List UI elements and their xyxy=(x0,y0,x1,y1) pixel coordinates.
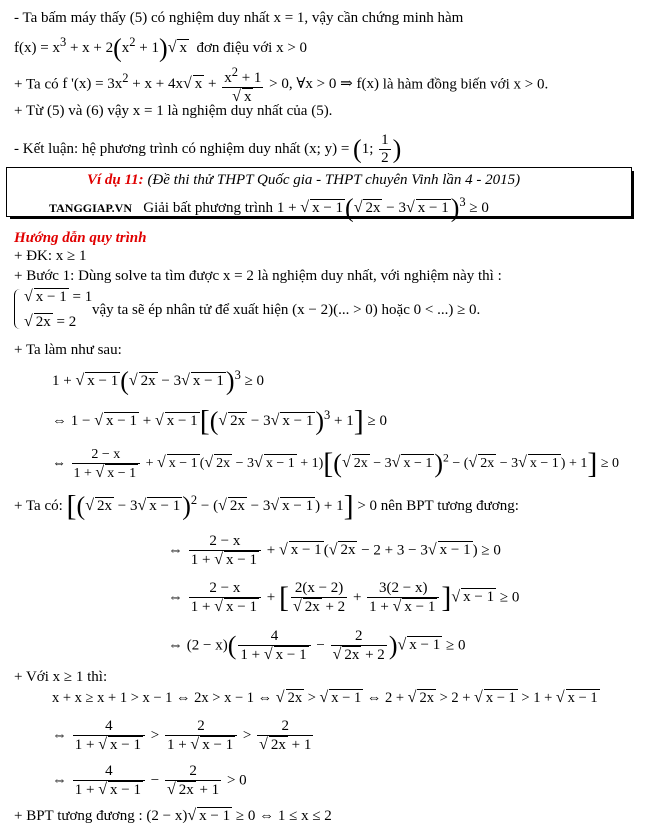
with-condition: + Với x ≥ 1 thì: xyxy=(14,669,108,685)
inequality-render: 1 + √ x − 1(√ 2x − 3√ x − 1)$^3$ ≥ 0 xyxy=(276,193,489,223)
increasing-text: là hàm đồng biến với x > 0. xyxy=(382,76,549,93)
system-eq-2: √ 2x = 2 xyxy=(24,313,77,330)
taco-expr-render: [(√ 2x − 3√ x − 1)$^2$ − (√ 2x − 3√ x − 1 ) + 1] > 0 xyxy=(66,489,378,523)
equation-2: ⇔ 1 − √ x − 1 + √ x − 1[(√ 2x − 3√ x − 1)$^3$ + 1] ≥ 0 xyxy=(52,404,387,438)
step-1-text: + Bước 1: Dùng solve ta tìm được x = 2 là nghiệm duy nhất, với nghiệm này thì : xyxy=(14,268,502,284)
equation-5: ⇔ $\frac{2 - x}{1 + √ x - 1}$ + [ $\frac{2(x - 2)}{√ 2x + 2}$ + $\frac{3(2 - x)}{1 + √ x - 1}$ ]√ x − 1 ≥ 0 xyxy=(168,580,520,615)
example-box xyxy=(6,167,632,223)
task-text: Giải bất phương trình xyxy=(143,200,274,216)
text-line-3 xyxy=(14,64,548,106)
system-brace xyxy=(14,289,23,329)
equation-1: 1 + √ x − 1(√ 2x − 3√ x − 1)$^3$ ≥ 0 xyxy=(52,366,265,396)
text-line-2 xyxy=(14,32,308,63)
system-tail-text: vậy ta sẽ ép nhân tử để xuất hiện (x − 2)(... > 0) hoặc 0 < ...) ≥ 0. xyxy=(92,302,481,318)
solution-render: (x; y) = (1; $\frac{1}{2}$ ) xyxy=(304,132,402,166)
example-source: (Đề thi thử THPT Quốc gia - THPT chuyên Vinh lần 4 - 2015) xyxy=(147,172,521,188)
chain-1: x + x ≥ x + 1 > x − 1 ⇔ 2x > x − 1 ⇔ √ 2x > √ x − 1 ⇔ 2 + √ 2x > 2 + √ x − 1 > 1 + √ x − 1 xyxy=(52,689,598,706)
taco-line xyxy=(14,489,519,523)
watermark-logo: TANGGIAP.VN xyxy=(49,201,133,215)
chain-3: ⇔ $\frac{4}{1 + √ x - 1}$ − $\frac{2}{√ 2x + 1}$ > 0 xyxy=(52,763,247,798)
guide-heading: Hướng dẫn quy trình xyxy=(14,230,147,246)
example-label: Ví dụ 11: xyxy=(87,172,144,188)
conclusion-text: - Kết luận: hệ phương trình có nghiệm duy nhất xyxy=(14,140,301,157)
derivative-render: f '$(x) = 3x^2 + x + 4x√$ x + $\frac{x^2 + 1}{√ x}$ > 0, ∀x > 0 ⇒ f(x) xyxy=(62,65,379,105)
monotone-text: đơn điệu với x > 0 xyxy=(196,40,308,56)
equation-4: ⇔ $\frac{2 - x}{1 + √ x - 1}$ + √ x − 1 (√ 2x − 2 + 3 − 3√ x − 1 ) ≥ 0 xyxy=(168,533,501,568)
taco-label: + Ta có: xyxy=(14,498,63,514)
function-f-render: $f(x) = x^3 + x + 2(x^2 + 1)√$ x xyxy=(14,33,187,63)
equation-6: ⇔ (2 − x)( $\frac{4}{1 + √ x - 1}$ − $\frac{2}{√ 2x + 2}$ )√ x − 1 ≥ 0 xyxy=(168,628,466,663)
final-result: + BPT tương đương : (2 − x)√ x − 1 ≥ 0 ⇔ 1 ≤ x ≤ 2 xyxy=(14,807,332,824)
example-task-line xyxy=(49,192,489,223)
domain-condition: + ĐK: x ≥ 1 xyxy=(14,248,87,264)
system-eq-1: √ x − 1 = 1 xyxy=(24,288,93,305)
equation-3: ⇔ $\frac{2 - x}{1 + √ x - 1}$ + √ x − 1 (√ 2x − 3√ x − 1 + 1)[(√ 2x − 3√ x − 1)$^2$ − (√ 2x − 3√ x − 1 ) + 1] ≥ 0 xyxy=(52,447,620,481)
text-line-1: - Ta bấm máy thấy (5) có nghiệm duy nhất x = 1, vậy cần chứng minh hàm xyxy=(14,10,464,26)
do-as-text: + Ta làm như sau: xyxy=(14,342,122,358)
text-line-5 xyxy=(14,132,401,167)
text-line-4: + Từ (5) và (6) vậy x = 1 là nghiệm duy nhất của (5). xyxy=(14,103,333,119)
taco-tail: nên BPT tương đương: xyxy=(380,498,519,514)
label-taco: + Ta có xyxy=(14,76,59,93)
chain-2: ⇔ $\frac{4}{1 + √ x - 1}$ > $\frac{2}{1 + √ x - 1}$ > $\frac{2}{√ 2x + 1}$ xyxy=(52,718,312,753)
example-title xyxy=(87,170,520,190)
